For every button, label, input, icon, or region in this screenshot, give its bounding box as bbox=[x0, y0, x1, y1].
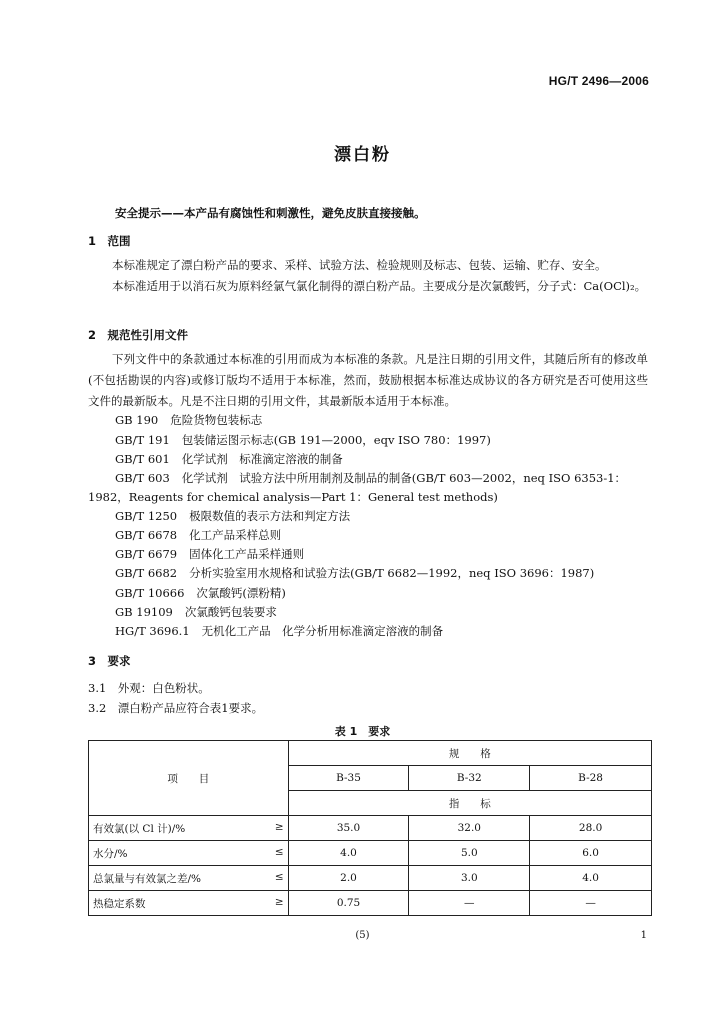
reference-code: GB/T 191 bbox=[115, 433, 170, 447]
spec-header: 规 格 bbox=[288, 741, 651, 766]
item-header: 项 目 bbox=[89, 741, 289, 816]
value-cell: 2.0 bbox=[288, 866, 409, 891]
row-label-cell bbox=[89, 816, 289, 841]
requirements-table bbox=[88, 740, 652, 916]
section-1-heading: 1 范围 bbox=[88, 234, 131, 248]
reference-code: GB/T 10666 bbox=[115, 586, 185, 600]
reference-item bbox=[115, 623, 443, 639]
reference-title: 危险货物包装标志 bbox=[170, 413, 263, 427]
page-title: 漂白粉 bbox=[334, 145, 391, 165]
section-3-1: 3.1 外观：白色粉状。 bbox=[88, 681, 210, 695]
reference-code: GB/T 6682 bbox=[115, 566, 178, 580]
reference-code: GB/T 601 bbox=[115, 452, 170, 466]
page-number: 1 bbox=[640, 930, 647, 941]
reference-title: 次氯酸钙(漂粉精) bbox=[196, 586, 286, 600]
reference-title: 固体化工产品采样通则 bbox=[189, 547, 305, 561]
reference-item bbox=[115, 585, 286, 601]
row-name: 有效氯(以 Cl 计)/% bbox=[93, 822, 186, 835]
value-cell: 5.0 bbox=[409, 841, 530, 866]
reference-item bbox=[115, 604, 277, 620]
reference-code: GB/T 6679 bbox=[115, 547, 178, 561]
row-label-cell bbox=[89, 866, 289, 891]
grade-cell: B-32 bbox=[409, 766, 530, 791]
value-cell: 35.0 bbox=[288, 816, 409, 841]
value-cell: 4.0 bbox=[530, 866, 652, 891]
row-comparator: ≥ bbox=[274, 820, 284, 833]
reference-title: 化工产品采样总则 bbox=[189, 528, 282, 542]
row-name: 热稳定系数 bbox=[93, 897, 146, 910]
reference-code: GB 190 bbox=[115, 413, 159, 427]
reference-code: GB/T 603 bbox=[115, 471, 170, 485]
reference-title: 分析实验室用水规格和试验方法(GB/T 6682—1992，neq ISO 3696：1987) bbox=[189, 566, 595, 580]
section-2-paragraph: 下列文件中的条款通过本标准的引用而成为本标准的条款。凡是注日期的引用文件，其随后所有的修改单(不包括勘误的内容)或修订版均不适用于本标准，然而，鼓励根据本标准达成协议的各方研究是否可使用这些文件的最新版本。凡是不注日期的引用文件，其最新版本适用于本标准。 bbox=[88, 352, 648, 408]
value-cell: — bbox=[409, 891, 530, 916]
row-label-cell bbox=[89, 841, 289, 866]
row-comparator: ≤ bbox=[274, 870, 284, 883]
section-3-2: 3.2 漂白粉产品应符合表1要求。 bbox=[88, 701, 264, 715]
table-row bbox=[89, 891, 652, 916]
reference-title: 无机化工产品 化学分析用标准滴定溶液的制备 bbox=[201, 624, 444, 638]
index-header: 指 标 bbox=[288, 791, 651, 816]
section-3-heading: 3 要求 bbox=[88, 654, 131, 668]
table-row bbox=[89, 866, 652, 891]
reference-item bbox=[115, 470, 626, 486]
value-cell: 32.0 bbox=[409, 816, 530, 841]
value-cell: 4.0 bbox=[288, 841, 409, 866]
table-row bbox=[89, 816, 652, 841]
row-comparator: ≥ bbox=[274, 895, 284, 908]
table-caption: 表 1 要求 bbox=[334, 725, 391, 738]
reference-item bbox=[115, 508, 350, 524]
reference-title: 化学试剂 试验方法中所用制剂及制品的制备(GB/T 603—2002，neq ISO 6353-1： bbox=[181, 471, 627, 485]
reference-item bbox=[115, 412, 262, 428]
reference-code: GB/T 1250 bbox=[115, 509, 178, 523]
row-name: 总氯量与有效氯之差/% bbox=[93, 872, 202, 885]
value-cell: 3.0 bbox=[409, 866, 530, 891]
reference-item bbox=[115, 432, 491, 448]
row-label-cell bbox=[89, 891, 289, 916]
reference-title: 包装储运图示标志(GB 191—2000，eqv ISO 780：1997) bbox=[181, 433, 491, 447]
reference-title: 化学试剂 标准滴定溶液的制备 bbox=[181, 452, 343, 466]
reference-code: GB/T 6678 bbox=[115, 528, 178, 542]
reference-item bbox=[115, 565, 594, 581]
row-comparator: ≤ bbox=[274, 845, 284, 858]
reference-title: 次氯酸钙包装要求 bbox=[184, 605, 277, 619]
reference-continuation: 1982，Reagents for chemical analysis—Part 1：General test methods) bbox=[88, 490, 498, 504]
section-1-paragraph-1: 本标准规定了漂白粉产品的要求、采样、试验方法、检验规则及标志、包装、运输、贮存、安全。 bbox=[112, 258, 607, 272]
reference-code: GB 19109 bbox=[115, 605, 173, 619]
reference-item bbox=[115, 546, 304, 562]
standard-code: HG/T 2496—2006 bbox=[548, 74, 649, 88]
value-cell: 0.75 bbox=[288, 891, 409, 916]
grade-cell: B-35 bbox=[288, 766, 409, 791]
value-cell: 28.0 bbox=[530, 816, 652, 841]
reference-title: 极限数值的表示方法和判定方法 bbox=[189, 509, 351, 523]
table-header-row bbox=[89, 741, 652, 766]
footer-page-code: (5) bbox=[355, 930, 370, 941]
grade-cell: B-28 bbox=[530, 766, 652, 791]
value-cell: — bbox=[530, 891, 652, 916]
section-1-paragraph-2: 本标准适用于以消石灰为原料经氯气氯化制得的漂白粉产品。主要成分是次氯酸钙，分子式：Ca(OCl)₂。 bbox=[112, 279, 647, 293]
reference-item bbox=[115, 527, 281, 543]
row-name: 水分/% bbox=[93, 847, 128, 860]
reference-code: HG/T 3696.1 bbox=[115, 624, 190, 638]
table-row bbox=[89, 841, 652, 866]
safety-notice: 安全提示——本产品有腐蚀性和刺激性，避免皮肤直接接触。 bbox=[115, 206, 426, 220]
value-cell: 6.0 bbox=[530, 841, 652, 866]
reference-item bbox=[115, 451, 343, 467]
section-2-heading: 2 规范性引用文件 bbox=[88, 328, 189, 342]
